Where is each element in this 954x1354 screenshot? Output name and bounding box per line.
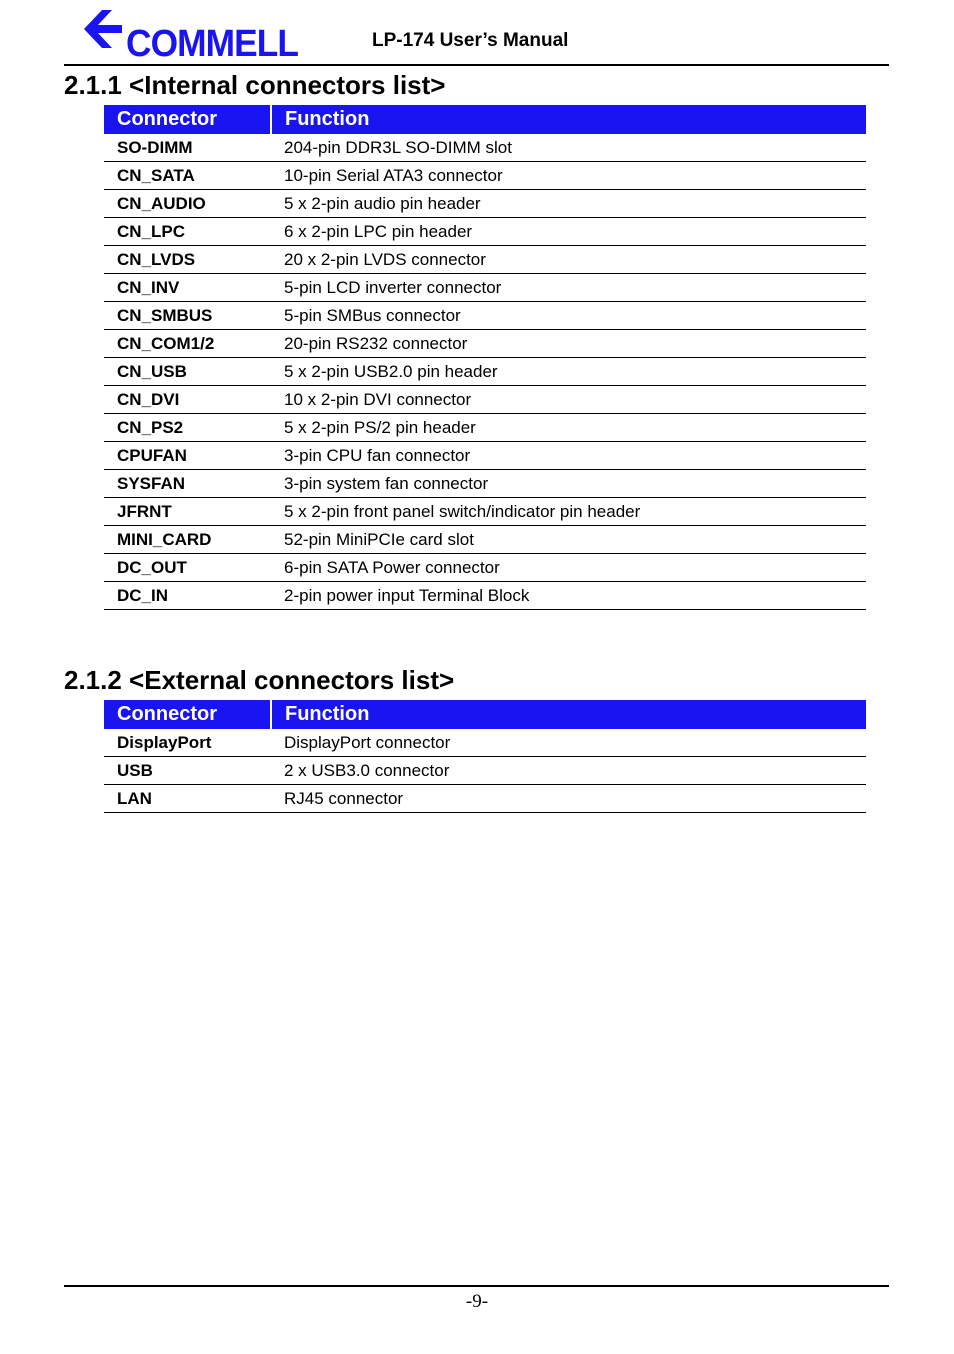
connector-function: 5 x 2-pin front panel switch/indicator pin header bbox=[271, 498, 866, 526]
table-row bbox=[104, 386, 866, 414]
connector-name: JFRNT bbox=[104, 498, 271, 526]
external-section-title: 2.1.2 <External connectors list> bbox=[64, 665, 455, 695]
connector-name: CN_LPC bbox=[104, 218, 271, 246]
connector-name: CN_AUDIO bbox=[104, 190, 271, 218]
connector-function: 2 x USB3.0 connector bbox=[271, 757, 866, 785]
table-row bbox=[104, 582, 866, 610]
table-row bbox=[104, 330, 866, 358]
table-row bbox=[104, 134, 866, 162]
table-row bbox=[104, 246, 866, 274]
connector-function: 204-pin DDR3L SO-DIMM slot bbox=[271, 134, 866, 162]
connector-function: 6 x 2-pin LPC pin header bbox=[271, 218, 866, 246]
table-row bbox=[104, 470, 866, 498]
table-row bbox=[104, 526, 866, 554]
external-connectors-table bbox=[104, 700, 866, 813]
connector-name: MINI_CARD bbox=[104, 526, 271, 554]
connector-column-header: Connector bbox=[104, 105, 271, 134]
connector-name: CN_USB bbox=[104, 358, 271, 386]
connector-name: DC_OUT bbox=[104, 554, 271, 582]
table-row bbox=[104, 498, 866, 526]
connector-name: CN_SMBUS bbox=[104, 302, 271, 330]
table-row bbox=[104, 302, 866, 330]
connector-function: 5-pin LCD inverter connector bbox=[271, 274, 866, 302]
connector-function: 5 x 2-pin PS/2 pin header bbox=[271, 414, 866, 442]
connector-function: 3-pin system fan connector bbox=[271, 470, 866, 498]
svg-text:COMMELL: COMMELL bbox=[126, 23, 299, 62]
table-header-row bbox=[104, 700, 866, 729]
table-row bbox=[104, 785, 866, 813]
connector-function: DisplayPort connector bbox=[271, 729, 866, 757]
table-row bbox=[104, 729, 866, 757]
connector-function: 52-pin MiniPCIe card slot bbox=[271, 526, 866, 554]
table-row bbox=[104, 162, 866, 190]
table-row bbox=[104, 757, 866, 785]
connector-column-header: Connector bbox=[104, 700, 271, 729]
connector-name: CPUFAN bbox=[104, 442, 271, 470]
connector-name: USB bbox=[104, 757, 271, 785]
connector-name: CN_DVI bbox=[104, 386, 271, 414]
connector-function: 5 x 2-pin USB2.0 pin header bbox=[271, 358, 866, 386]
connector-function: 20 x 2-pin LVDS connector bbox=[271, 246, 866, 274]
table-row bbox=[104, 442, 866, 470]
connector-function: 10-pin Serial ATA3 connector bbox=[271, 162, 866, 190]
connector-function: 5 x 2-pin audio pin header bbox=[271, 190, 866, 218]
connector-function: 6-pin SATA Power connector bbox=[271, 554, 866, 582]
table-row bbox=[104, 190, 866, 218]
connector-function: 3-pin CPU fan connector bbox=[271, 442, 866, 470]
internal-section-title: 2.1.1 <Internal connectors list> bbox=[64, 70, 446, 100]
connector-name: LAN bbox=[104, 785, 271, 813]
connector-name: CN_PS2 bbox=[104, 414, 271, 442]
function-column-header: Function bbox=[271, 105, 866, 134]
table-row bbox=[104, 414, 866, 442]
commell-logo bbox=[78, 4, 304, 62]
connector-name: SYSFAN bbox=[104, 470, 271, 498]
connector-name: DC_IN bbox=[104, 582, 271, 610]
connector-function: 5-pin SMBus connector bbox=[271, 302, 866, 330]
internal-connectors-table bbox=[104, 105, 866, 610]
footer-rule bbox=[64, 1285, 889, 1287]
connector-function: 2-pin power input Terminal Block bbox=[271, 582, 866, 610]
connector-name: CN_LVDS bbox=[104, 246, 271, 274]
connector-function: 20-pin RS232 connector bbox=[271, 330, 866, 358]
page-number: -9- bbox=[465, 1291, 489, 1312]
table-header-row bbox=[104, 105, 866, 134]
connector-name: CN_SATA bbox=[104, 162, 271, 190]
connector-name: CN_INV bbox=[104, 274, 271, 302]
table-row bbox=[104, 554, 866, 582]
connector-function: 10 x 2-pin DVI connector bbox=[271, 386, 866, 414]
function-column-header: Function bbox=[271, 700, 866, 729]
document-title: LP-174 User’s Manual bbox=[372, 30, 569, 51]
table-row bbox=[104, 274, 866, 302]
connector-name: SO-DIMM bbox=[104, 134, 271, 162]
table-row bbox=[104, 218, 866, 246]
table-row bbox=[104, 358, 866, 386]
connector-name: DisplayPort bbox=[104, 729, 271, 757]
header-rule bbox=[64, 64, 889, 66]
connector-function: RJ45 connector bbox=[271, 785, 866, 813]
connector-name: CN_COM1/2 bbox=[104, 330, 271, 358]
